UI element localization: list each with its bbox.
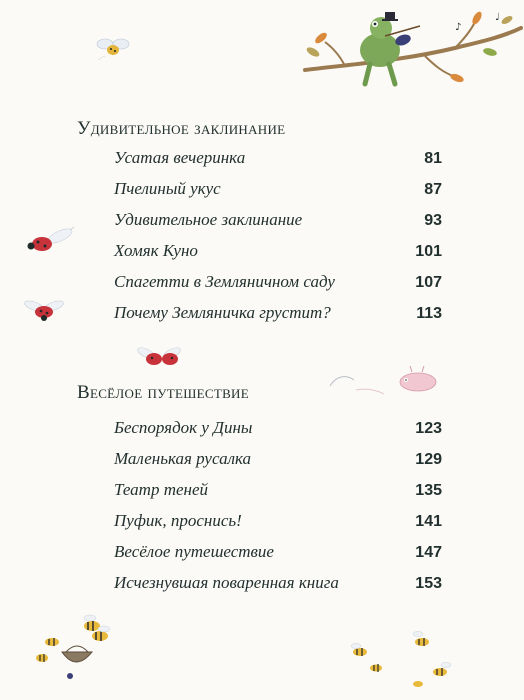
toc-entry-page: 129 [415,451,442,468]
bee-icon [344,622,460,692]
toc-list [114,148,442,334]
toc-entry[interactable] [114,449,442,480]
toc-entry-title: Почему Земляничка грустит? [114,303,331,322]
toc-entry-page: 147 [415,544,442,561]
section-title: Весёлое путешествие [77,382,249,403]
toc-list [114,418,442,604]
toc-entry-page: 113 [416,305,442,322]
toc-entry-page: 135 [415,482,442,499]
toc-entry[interactable] [114,418,442,449]
toc-entry-title: Беспорядок у Дины [114,418,253,437]
toc-entry-title: Пчелиный укус [114,179,221,198]
toc-entry-page: 123 [415,420,442,437]
toc-entry[interactable] [114,272,442,303]
ladybug-icon [24,226,76,256]
music-note-icon: ♪ [455,22,462,33]
ladybug-icon [22,296,68,324]
toc-entry-page: 101 [415,243,442,260]
ladybug-icon [134,345,186,369]
bee-icon [30,612,140,692]
toc-entry-title: Спагетти в Земляничном саду [114,272,335,291]
toc-entry[interactable] [114,179,442,210]
toc-entry-title: Усатая вечеринка [114,148,246,167]
ladybug-icon [96,36,130,60]
toc-entry[interactable] [114,542,442,573]
toc-entry[interactable] [114,303,442,334]
toc-entry[interactable] [114,148,442,179]
toc-entry-title: Маленькая русалка [114,449,252,468]
section-title: Удивительное заклинание [77,118,286,139]
toc-entry[interactable] [114,210,442,241]
svg-text:♩: ♩ [495,12,500,23]
basket-icon [62,652,92,662]
toc-entry[interactable] [114,573,442,604]
toc-entry-page: 107 [415,274,442,291]
toc-entry-page: 93 [424,212,442,229]
toc-entry-title: Пуфик, проснись! [114,511,242,530]
toc-entry-page: 87 [424,181,442,198]
toc-entry-title: Удивительное заклинание [114,210,303,229]
snail-icon [326,366,446,406]
toc-entry-title: Весёлое путешествие [114,542,274,561]
toc-entry-page: 141 [415,513,442,530]
toc-entry-title: Театр теней [114,480,208,499]
toc-entry[interactable] [114,511,442,542]
frog-violinist-icon [285,8,524,90]
toc-entry-title: Исчезнувшая поваренная книга [114,573,339,592]
toc-entry-page: 81 [424,150,442,167]
toc-entry[interactable] [114,241,442,272]
toc-entry-title: Хомяк Куно [114,241,198,260]
toc-entry-page: 153 [415,575,442,592]
toc-entry[interactable] [114,480,442,511]
